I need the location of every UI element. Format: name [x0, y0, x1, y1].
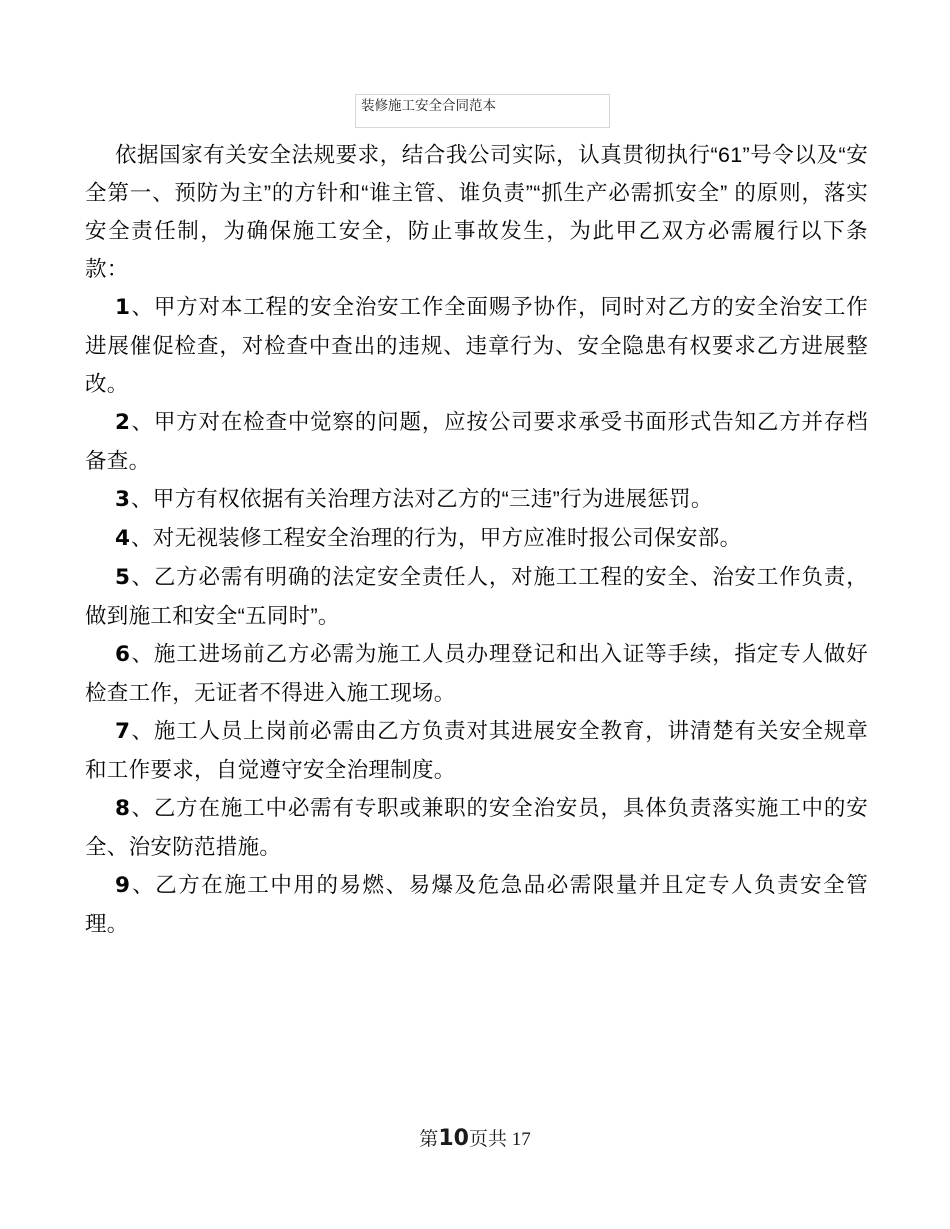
item-number: 1 [115, 295, 131, 320]
item-number: 2 [115, 410, 131, 435]
footer-page-prefix: 第 [419, 1129, 439, 1150]
footer-current-page-number: 10 [438, 1126, 469, 1151]
contract-item-1: 1、甲方对本工程的安全治安工作全面赐予协作，同时对乙方的安全治安工作进展催促检查，对检查中查出的违规、违章行为、安全隐患有权要求乙方进展整改。 [85, 295, 868, 396]
footer-page-middle: 页共 [468, 1129, 512, 1150]
contract-item-2: 2、甲方对在检查中觉察的问题，应按公司要求承受书面形式告知乙方并存档备查。 [85, 410, 868, 473]
item-number: 8 [115, 796, 131, 821]
contract-item-8: 8、乙方在施工中必需有专职或兼职的安全治安员，具体负责落实施工中的安全、治安防范措施。 [85, 796, 868, 859]
contract-item-6: 6、施工进场前乙方必需为施工人员办理登记和出入证等手续，指定专人做好检查工作，无证者不得进入施工现场。 [85, 642, 868, 705]
contract-item-5: 5、乙方必需有明确的法定安全责任人，对施工工程的安全、治安工作负责， 做到施工和安全“五同时”。 [85, 565, 868, 628]
document-title: 装修施工安全合同范本 [361, 98, 496, 113]
page-footer [0, 1124, 950, 1151]
item-number: 6 [115, 642, 131, 667]
item-number: 4 [115, 526, 131, 551]
contract-item-4: 4、对无视装修工程安全治理的行为，甲方应准时报公司保安部。 [115, 526, 742, 551]
item-number: 3 [115, 487, 131, 512]
item-number: 9 [115, 873, 131, 898]
intro-paragraph: 依据国家有关安全法规要求，结合我公司实际，认真贯彻执行“61”号令以及“安全第一、预防为主”的方针和“谁主管、谁负责”“抓生产必需抓安全” 的原则，落实安全责任制，为确保施工安全，防止事故发生，为此甲乙双方必需履行以下条款： [85, 143, 868, 281]
contract-item-3: 3、甲方有权依据有关治理方法对乙方的“三违”行为进展惩罚。 [115, 487, 713, 512]
contract-item-9: 9、乙方在施工中用的易燃、易爆及危急品必需限量并且定专人负责安全管理。 [85, 873, 868, 936]
item-number: 5 [115, 565, 131, 590]
document-body [85, 136, 868, 943]
contract-item-7: 7、施工人员上岗前必需由乙方负责对其进展安全教育，讲清楚有关安全规章和工作要求，自觉遵守安全治理制度。 [85, 719, 868, 782]
document-header-box [355, 94, 610, 128]
footer-total-pages: 17 [511, 1129, 531, 1150]
item-number: 7 [115, 719, 131, 744]
